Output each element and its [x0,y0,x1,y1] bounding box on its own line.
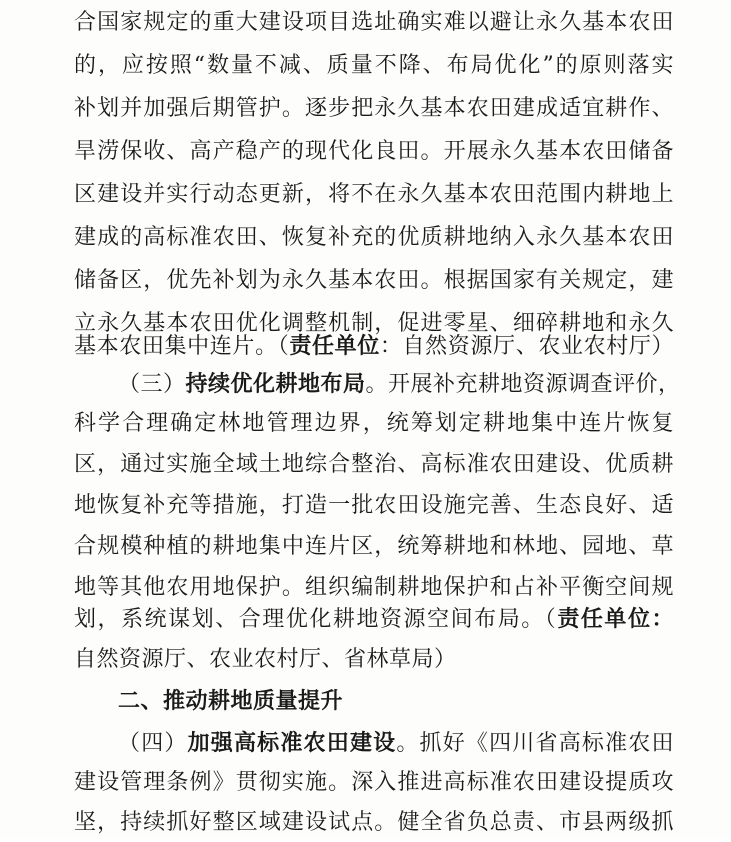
text-line: 合国家规定的重大建设项目选址确实难以避让永久基本农田 [74,10,674,35]
text-line: 区建设并实行动态更新，将不在永久基本农田范围内耕地上 [74,182,674,207]
text-line-responsibility [74,328,674,366]
text-line: 旱涝保收、高产稳产的现代化良田。开展永久基本农田储备 [74,139,674,164]
text-line-responsibility [74,601,674,639]
text-segment: 。开展补充耕地资源调查评价， [365,372,681,397]
responsibility-label: 责任单位 [289,334,380,359]
text-line: 的，应按照“数量不减、质量不降、布局优化”的原则落实 [74,53,674,78]
text-segment: 基本农田集中连片。（ [74,334,290,359]
text-line: 建设管理条例》贯彻实施。深入推进高标准农田建设提质攻 [74,770,674,795]
text-segment: 。抓好《四川省高标准农田 [396,731,674,756]
text-line: 科学合理确定林地管理边界，统筹划定耕地集中连片恢复 [74,411,674,436]
text-line: 立永久基本农田优化调整机制，促进零星、细碎耕地和永久 [74,311,674,336]
subsection-title: 持续优化耕地布局 [185,372,366,397]
text-segment: 划，系统谋划、合理优化耕地资源空间布局。（ [74,607,558,632]
text-line: 区，通过实施全域土地综合整治、高标准农田建设、优质耕 [74,452,674,477]
text-segment: ：自然资源厅、农业农村厅） [379,334,674,359]
text-line: 补划并加强后期管护。逐步把永久基本农田建成适宜耕作、 [74,96,674,121]
text-line: 储备区，优先补划为永久基本农田。根据国家有关规定，建 [74,268,674,293]
subsection-number: （三） [118,372,186,397]
subsection-line [118,366,681,404]
section-heading: 二、推动耕地质量提升 [118,689,344,714]
text-line: 合规模种植的耕地集中连片区，统筹耕地和林地、园地、草 [74,534,674,559]
subsection-line [118,725,674,763]
text-line: 地等其他农用地保护。组织编制耕地保护和占补平衡空间规 [74,575,674,600]
text-line: 坚，持续抓好整区域建设试点。健全省负总责、市县两级抓 [74,810,674,835]
responsibility-label: 责任单位： [557,607,674,632]
subsection-number: （四） [118,731,188,756]
text-line: 自然资源厅、农业农村厅、省林草局） [74,647,457,672]
text-line: 地恢复补充等措施，打造一批农田设施完善、生态良好、适 [74,493,674,518]
subsection-title: 加强高标准农田建设 [187,731,397,756]
text-line: 建成的高标准农田、恢复补充的优质耕地纳入永久基本农田 [74,225,674,250]
